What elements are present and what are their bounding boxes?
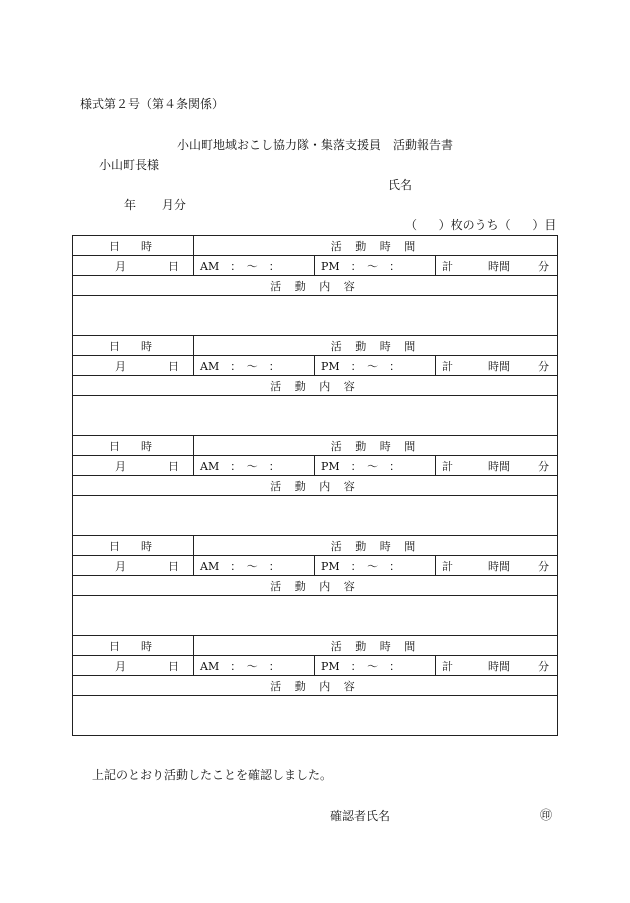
minutes-unit: 分: [538, 459, 550, 473]
hours-unit: 時間: [488, 259, 511, 273]
month-unit: 月: [115, 559, 126, 573]
activity-content-header-cell: 活 動 内 容: [73, 576, 558, 596]
date-header-cell: 日 時: [73, 636, 194, 656]
seal-mark: ㊞: [540, 808, 553, 822]
entry-content-row: [73, 596, 558, 636]
date-header-cell: 日 時: [73, 436, 194, 456]
activity-content-header-cell: 活 動 内 容: [73, 676, 558, 696]
am-time-cell[interactable]: [194, 356, 315, 376]
date-cell[interactable]: [73, 556, 194, 576]
activity-content-header-cell: 活 動 内 容: [73, 476, 558, 496]
total-label: 計: [442, 459, 453, 473]
day-unit: 日: [168, 259, 179, 273]
am-time-cell[interactable]: [194, 456, 315, 476]
entry-time-row: [73, 656, 558, 676]
activity-content-area[interactable]: [73, 696, 558, 736]
month-unit: 月: [115, 659, 126, 673]
hours-unit: 時間: [488, 659, 511, 673]
activity-content-area[interactable]: [73, 296, 558, 336]
year-month-line: [124, 199, 186, 211]
year-label: 年: [124, 198, 137, 212]
entry-header-row: [73, 236, 558, 256]
date-header-cell: 日 時: [73, 236, 194, 256]
entry-time-row: [73, 356, 558, 376]
total-label: 計: [442, 559, 453, 573]
month-unit: 月: [115, 259, 126, 273]
pm-time-cell[interactable]: [315, 456, 436, 476]
pm-time-cell[interactable]: [315, 356, 436, 376]
entry-time-row: [73, 456, 558, 476]
total-time-cell[interactable]: [436, 656, 558, 676]
minutes-unit: 分: [538, 559, 550, 573]
entry-content-header-row: [73, 476, 558, 496]
entry-header-row: [73, 336, 558, 356]
day-unit: 日: [168, 659, 179, 673]
confirmation-text: 上記のとおり活動したことを確認しました。: [92, 768, 333, 782]
minutes-unit: 分: [538, 359, 550, 373]
am-time-cell[interactable]: [194, 556, 315, 576]
total-time-cell[interactable]: [436, 456, 558, 476]
am-label: AM ： ～ ：: [200, 659, 280, 673]
total-time-cell[interactable]: [436, 356, 558, 376]
entry-content-row: [73, 296, 558, 336]
day-unit: 日: [168, 359, 179, 373]
entry-time-row: [73, 256, 558, 276]
day-unit: 日: [168, 459, 179, 473]
hours-unit: 時間: [488, 559, 511, 573]
entry-content-header-row: [73, 676, 558, 696]
form-number: 様式第２号（第４条関係）: [80, 97, 225, 111]
activity-time-header-cell: 活 動 時 間: [194, 336, 558, 356]
entry-content-row: [73, 396, 558, 436]
name-label: 氏名: [388, 178, 413, 192]
am-time-cell[interactable]: [194, 656, 315, 676]
date-header-cell: 日 時: [73, 536, 194, 556]
activity-content-area[interactable]: [73, 496, 558, 536]
pm-label: PM ： ～ ：: [321, 259, 401, 273]
day-unit: 日: [168, 559, 179, 573]
total-label: 計: [442, 659, 453, 673]
total-label: 計: [442, 259, 453, 273]
entry-content-header-row: [73, 576, 558, 596]
activity-content-header-cell: 活 動 内 容: [73, 376, 558, 396]
pm-label: PM ： ～ ：: [321, 659, 401, 673]
minutes-unit: 分: [538, 659, 550, 673]
activity-time-header-cell: 活 動 時 間: [194, 436, 558, 456]
entry-time-row: [73, 556, 558, 576]
date-cell[interactable]: [73, 456, 194, 476]
activity-time-header-cell: 活 動 時 間: [194, 236, 558, 256]
entry-content-header-row: [73, 376, 558, 396]
entry-content-header-row: [73, 276, 558, 296]
activity-content-area[interactable]: [73, 596, 558, 636]
entry-header-row: [73, 536, 558, 556]
am-label: AM ： ～ ：: [200, 559, 280, 573]
am-time-cell[interactable]: [194, 256, 315, 276]
month-label: 月分: [161, 198, 186, 212]
pm-time-cell[interactable]: [315, 556, 436, 576]
page-count-mid: ）枚のうち（: [438, 218, 511, 232]
pm-label: PM ： ～ ：: [321, 459, 401, 473]
date-cell[interactable]: [73, 656, 194, 676]
month-unit: 月: [115, 459, 126, 473]
pm-label: PM ： ～ ：: [321, 359, 401, 373]
confirmer-name-label: 確認者氏名: [330, 809, 391, 823]
pm-time-cell[interactable]: [315, 656, 436, 676]
pm-time-cell[interactable]: [315, 256, 436, 276]
addressee: 小山町長様: [99, 158, 160, 172]
page-count-close: ）目: [532, 218, 557, 232]
page-count-open: （: [405, 218, 418, 232]
entry-content-row: [73, 496, 558, 536]
hours-unit: 時間: [488, 359, 511, 373]
total-time-cell[interactable]: [436, 556, 558, 576]
activity-time-header-cell: 活 動 時 間: [194, 536, 558, 556]
date-cell[interactable]: [73, 256, 194, 276]
pm-label: PM ： ～ ：: [321, 559, 401, 573]
entry-header-row: [73, 636, 558, 656]
date-header-cell: 日 時: [73, 336, 194, 356]
document-title: 小山町地域おこし協力隊・集落支援員 活動報告書: [176, 138, 453, 152]
am-label: AM ： ～ ：: [200, 359, 280, 373]
minutes-unit: 分: [538, 259, 550, 273]
total-label: 計: [442, 359, 453, 373]
activity-content-area[interactable]: [73, 396, 558, 436]
page-count: [405, 219, 556, 231]
total-time-cell[interactable]: [436, 256, 558, 276]
activity-time-header-cell: 活 動 時 間: [194, 636, 558, 656]
am-label: AM ： ～ ：: [200, 259, 280, 273]
date-cell[interactable]: [73, 356, 194, 376]
activity-log-table: [72, 235, 558, 736]
hours-unit: 時間: [488, 459, 511, 473]
entry-content-row: [73, 696, 558, 736]
am-label: AM ： ～ ：: [200, 459, 280, 473]
month-unit: 月: [115, 359, 126, 373]
entry-header-row: [73, 436, 558, 456]
activity-content-header-cell: 活 動 内 容: [73, 276, 558, 296]
